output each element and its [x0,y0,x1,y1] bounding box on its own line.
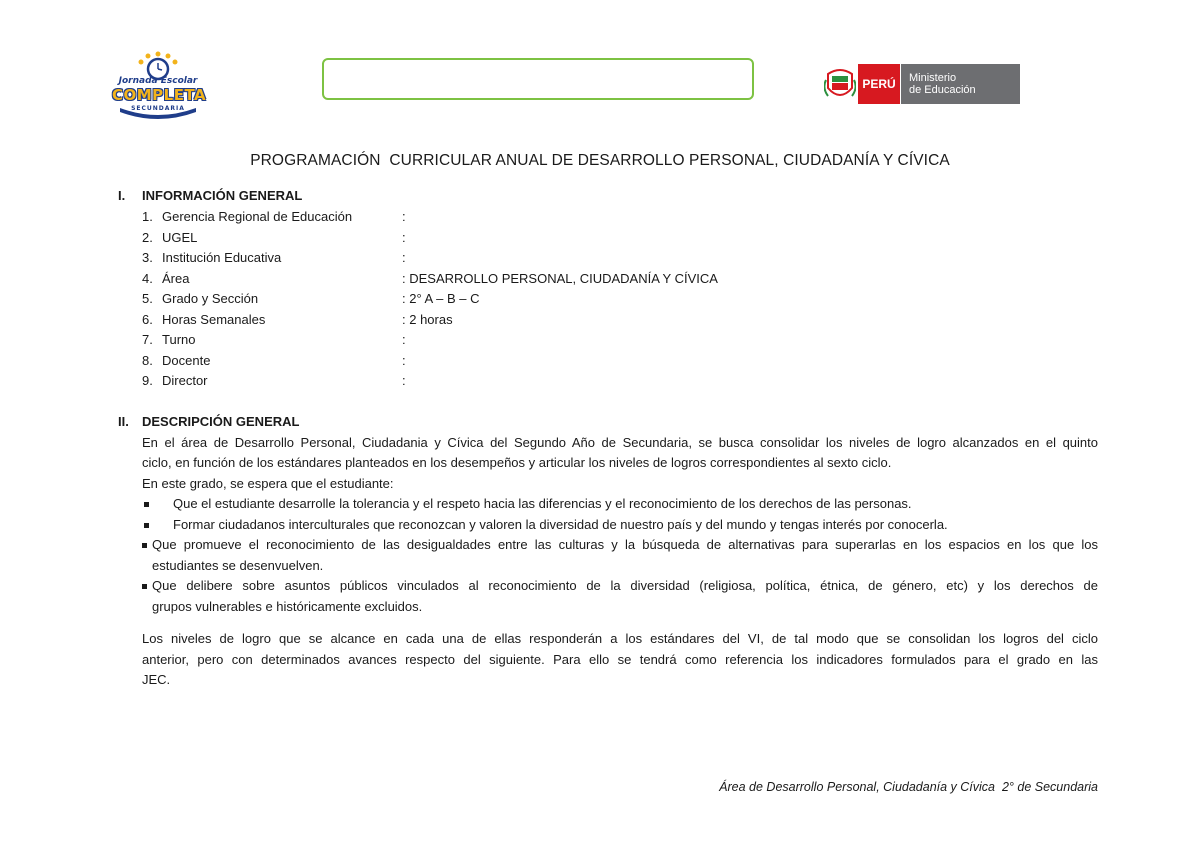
info-row-number: 3. [142,250,153,265]
info-row [142,291,258,311]
info-row [142,209,352,229]
bullet-1-text: Que el estudiante desarrolle la tolerancia y el respeto hacia las diferencias y el reconocimiento de los derechos de las personas. [173,496,912,511]
info-row-value: : 2° A – B – C [402,291,480,306]
section-2-roman: II. [118,414,129,429]
bullet-4 [142,576,151,597]
info-row-number: 4. [142,270,153,286]
description-para2-line3: JEC. [142,672,171,687]
info-row-label: Turno [162,332,196,347]
bullet-3-line1: Que promueve el reconocimiento de las desigualdades entre las culturas y la búsqueda de alternativas para superarlas en los espacios en los que los [152,537,1098,552]
info-row-number: 5. [142,291,153,306]
info-row-value: : [402,250,406,265]
info-row-number: 6. [142,311,153,327]
bullet-square-icon [144,502,149,507]
info-row-number: 1. [142,209,153,224]
bullet-2 [144,515,948,536]
logo-line2: COMPLETA [112,86,207,104]
bullet-square-icon [142,543,147,548]
bullet-4-line1: Que delibere sobre asuntos públicos vinculados al reconocimiento de la diversidad (religiosa, política, étnica, de género, etc) y los derechos de [152,578,1098,593]
bullet-square-icon [144,523,149,528]
bullet-3-line2: estudiantes se desenvuelven. [152,558,324,573]
section-2-heading: DESCRIPCIÓN GENERAL [142,414,300,429]
logo-line3: SECUNDARIA [131,105,185,112]
info-row-label: Área [162,270,190,286]
info-row-label: Horas Semanales [162,311,266,327]
info-row-number: 8. [142,352,153,368]
info-row [142,250,281,270]
info-row-value: : [402,209,406,224]
info-row-value: : [402,352,406,368]
info-row [142,373,208,393]
info-row-value: : DESARROLLO PERSONAL, CIUDADANÍA Y CÍVICA [402,270,718,286]
bullet-2-text: Formar ciudadanos interculturales que reconozcan y valoren la diversidad de nuestro país y del mundo y tengas interés por conocerla. [173,517,948,532]
bullet-3 [142,535,151,556]
peru-label: PERÚ [858,64,900,104]
info-row-value: : [402,229,406,245]
info-row-value: : [402,373,406,388]
description-intro: En este grado, se espera que el estudiante: [142,476,394,491]
info-row-number: 7. [142,332,153,347]
peru-shield-icon [824,66,856,102]
info-row-value: : 2 horas [402,311,453,327]
description-para1-line2: ciclo, en función de los estándares planteados en los desempeños y articular los niveles de logros correspondientes al sexto ciclo. [142,455,892,470]
info-row-label: UGEL [162,229,198,245]
jec-logo [112,50,207,120]
info-row-number: 9. [142,373,153,388]
info-row-label: Docente [162,352,211,368]
description-para1-line1: En el área de Desarrollo Personal, Ciudadania y Cívica del Segundo Año de Secundaria, se busca consolidar los niveles de logro alcanzados en el quinto [142,435,1098,450]
ministry-line2: de Educación [909,84,976,96]
section-1-heading: INFORMACIÓN GENERAL [142,188,303,203]
section-1-roman: I. [118,188,126,203]
info-row [142,332,195,352]
bullet-square-icon [142,584,147,589]
page-footer: Área de Desarrollo Personal, Ciudadanía y Cívica 2° de Secundaria [719,780,1098,794]
ministry-label [900,64,1020,104]
info-row-label: Institución Educativa [162,250,282,265]
bullet-1 [144,494,912,515]
header-box [322,58,754,100]
info-row [142,230,197,250]
info-row [142,312,265,332]
info-row-value: : [402,332,406,347]
info-row [142,353,210,373]
info-row-label: Gerencia Regional de Educación [162,209,353,224]
description-para2-line1: Los niveles de logro que se alcance en cada una de ellas responderán a los estándares del VI, de tal modo que se consolidan los logros del ciclo [142,631,1098,646]
info-row [142,271,189,291]
bullet-4-line2: grupos vulnerables e históricamente excluidos. [152,599,423,614]
info-row-number: 2. [142,229,153,245]
info-row-label: Grado y Sección [162,291,259,306]
info-row-label: Director [162,373,208,388]
ministry-line1: Ministerio [909,72,957,84]
logo-line1: Jornada Escolar [118,76,198,86]
page-title: PROGRAMACIÓN CURRICULAR ANUAL DE DESARROLLO PERSONAL, CIUDADANÍA Y CÍVICA [250,152,950,169]
description-para2-line2: anterior, pero con determinados avances respecto del siguiente. Para ello se tendrá como referencia los indicadores formulados para el grado en las [142,652,1098,667]
